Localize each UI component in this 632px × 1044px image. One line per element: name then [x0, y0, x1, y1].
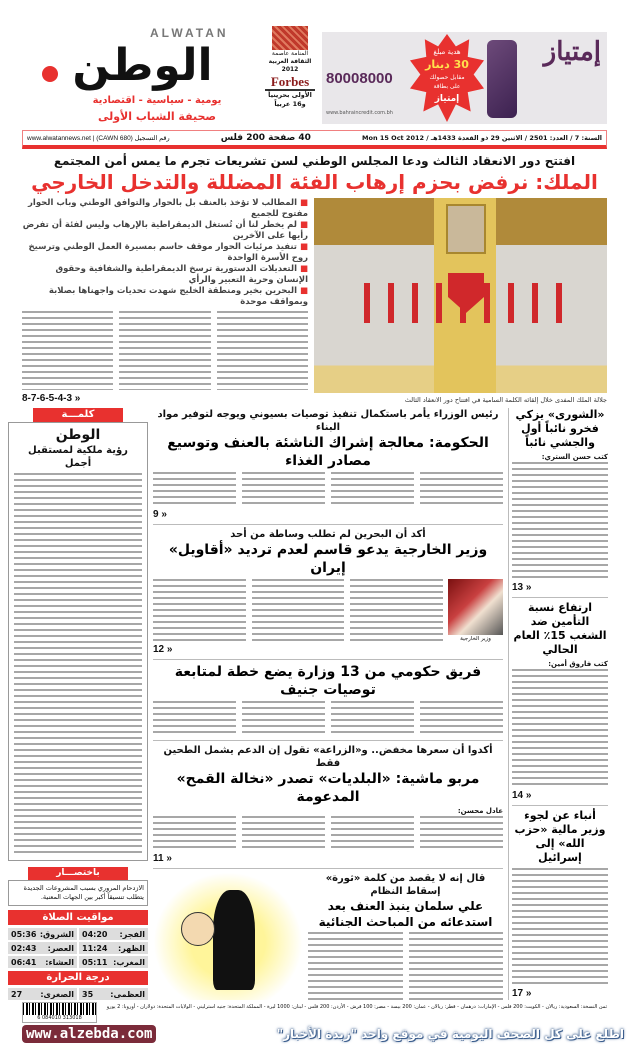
lead-story [22, 153, 607, 405]
website[interactable]: www.alwatannews.net | (CAWN 680) رقم التسجيل [27, 135, 170, 142]
story-body-text [153, 472, 503, 508]
story-body-text [308, 932, 503, 1000]
bullet-item: ■ لم يخطر لنا أن تُستغل الديمقراطية بالإرهاب وليس لفئة أن تفرض رأيها على الآخرين [22, 220, 308, 241]
lead-photo [314, 198, 607, 393]
ad-brand: إمتياز [543, 37, 601, 67]
ad-brand2: إمتياز [434, 94, 460, 104]
right-page-ref[interactable]: 14 » [512, 789, 532, 801]
culture-emblem-icon [272, 26, 308, 50]
ad-gift: هدية مبلغ [433, 48, 461, 56]
issue-date: السنة: 7 / العدد: 2501 / الاثنين 29 ذو القعدة 1433هـ / Mon 15 Oct 2012 [362, 134, 602, 142]
cartoon-figure [213, 890, 255, 990]
story-page-ref[interactable]: 9 » [153, 509, 167, 520]
story-page-ref[interactable]: 12 » [153, 644, 173, 655]
prayer-time: الشروق: 05:36 [8, 928, 77, 940]
price: 40 صفحة 200 فلس [220, 133, 311, 143]
text-column [242, 472, 325, 508]
text-column [331, 701, 414, 737]
brief-label: باختصـــار [28, 867, 128, 880]
badge-rank2: و16 عربياً [274, 100, 306, 108]
prayer-time: العشاء: 06:41 [8, 956, 77, 968]
story-byline: عادل محسن: [457, 807, 503, 815]
story-headline[interactable]: فريق حكومي من 13 وزارة يضع خطة لمتابعة توصيات جنيف [174, 664, 482, 698]
divider [153, 659, 503, 660]
ad-offer2: على بطاقة [433, 83, 461, 90]
portrait-frame [446, 204, 486, 254]
info-bar [22, 130, 607, 149]
lead-kicker: افتتح دور الانعقاد الثالث ودعا المجلس الوطني لسن تشريعات تجرم ما يمس أمن المجتمع [53, 154, 576, 168]
divider [512, 805, 608, 806]
ad-site: www.bahraincredit.com.bh [326, 110, 393, 116]
text-column [331, 816, 414, 852]
right-page-ref[interactable]: 17 » [512, 987, 532, 999]
text-column [420, 816, 503, 852]
lead-headline[interactable]: الملك: نرفض بحزم إرهاب الفئة المضللة والتدخل الخارجي [31, 170, 598, 194]
text-column [409, 932, 504, 1000]
prayer-time: الظهر: 11:24 [79, 942, 148, 954]
logo-red-circle-icon [42, 66, 58, 82]
text-column [252, 579, 345, 643]
text-column [153, 701, 236, 737]
right-headline[interactable]: «الشورى» يزكي فخرو نائباً أول والجشي نائباً [515, 408, 605, 449]
text-column [308, 932, 403, 1000]
flags [364, 283, 564, 323]
story-body-text [153, 816, 503, 852]
bullet-item: ■ البحرين بخير ومنطقة الخليج شهدت تحديات واجهناها بصلابة وبمواقف موحدة [48, 286, 308, 307]
story-headline[interactable]: مربو ماشية: «البلديات» تصدر «نخالة القمح» المدعومة [176, 771, 480, 805]
story-kicker: أكدوا أن سعرها مخفض.. و«الزراعة» تقول إن الدعم يشمل الطحين فقط [163, 745, 493, 769]
masthead-latin: ALWATAN [150, 26, 229, 40]
bullet-item: ■ التعديلات الدستورية ترسخ الديمقراطية والشفافية وحقوق الإنسان وحرية التعبير والرأي [55, 264, 308, 285]
story-kicker: رئيس الوزراء يأمر باستكمال تنفيذ توصيات بسيوني ويوجه لتوفير مواد البناء [157, 409, 499, 433]
text-column [512, 868, 608, 987]
temperature-min: الصغرى: 27 [8, 988, 77, 1000]
newspaper-logo: الوطن [72, 40, 213, 91]
text-column [14, 473, 142, 857]
badge-rank1: الأولى بحرينياً [268, 91, 312, 99]
bullet-item: ■ تنفيذ مرئيات الحوار موقف حاسم بمسيرة العمل الوطني وترسيخ روح الأسرة الواحدة [28, 242, 308, 263]
right-headline[interactable]: أنباء عن لجوء وزير مالية «حزب الله» إلى إسرائيل [514, 808, 606, 864]
lead-photo-column [314, 198, 607, 405]
right-body-text [512, 462, 608, 581]
text-column [242, 701, 325, 737]
ad-offer: مقابل حصولك [429, 74, 465, 81]
divider [512, 597, 608, 598]
divider [153, 740, 503, 741]
text-column [512, 669, 608, 788]
story-headline[interactable]: علي سلمان ينبذ العنف بعد استدعائه من المباحث الجنائية [318, 899, 493, 929]
story-text-block [308, 872, 503, 1000]
brief-text: الازدحام المروري بسبب المشروعات الجديدة يتطلب تنسيقاً أكبر بين الجهات المعنية. [23, 884, 144, 901]
banner-url[interactable]: www.alzebda.com [22, 1025, 156, 1043]
story-kicker: أكد أن البحرين لم تطلب وساطة من أحد [230, 529, 426, 540]
story-headline[interactable]: وزير الخارجية يدعو قاسم لعدم ترديد «أقاويل» إيران [168, 542, 488, 576]
brief-box [8, 880, 148, 906]
minister-photo [448, 579, 503, 635]
editorial-label: كلمـــة [33, 408, 123, 422]
right-body-text [512, 669, 608, 788]
award-badge [260, 26, 320, 128]
right-byline: كتب حسن الستري: [541, 453, 608, 461]
right-byline: كتب فاروق أمين: [548, 660, 608, 669]
story-kicker: قال إنه لا يقصد من كلمة «ثورة» إسقاط النظام [325, 873, 486, 897]
text-column [153, 472, 236, 508]
text-column [217, 311, 308, 390]
ad-banner[interactable] [322, 32, 607, 124]
badge-line1: المنامة عاصمة [271, 50, 309, 57]
story-page-ref[interactable]: 11 » [153, 853, 172, 864]
right-headline[interactable]: ارتفاع نسبة التأمين ضد الشغب 15٪ العام الحالي [513, 601, 607, 657]
story-row [153, 872, 503, 1000]
text-column [153, 816, 236, 852]
text-column [331, 472, 414, 508]
text-column [119, 311, 210, 390]
editorial-logo: الوطن [55, 427, 101, 443]
text-column [22, 311, 113, 390]
temperature-max: العظمى: 35 [79, 988, 148, 1000]
lower-section [8, 408, 608, 1000]
prayer-time: العصر: 02:43 [8, 942, 77, 954]
barcode [22, 1002, 97, 1023]
editorial-title[interactable]: رؤية ملكية لمستقبل أجمل [28, 445, 128, 469]
bottom-banner[interactable] [0, 1024, 632, 1044]
forbes-logo: Forbes [270, 74, 310, 89]
text-column [153, 579, 246, 643]
cartoon [153, 872, 303, 1000]
lead-bullets [22, 198, 308, 308]
barcode-number: 6 084010 313018 [23, 1015, 96, 1022]
photo-caption: جلالة الملك المفدى خلال إلقائه الكلمة السامية في افتتاح دور الانعقاد الثالث [404, 396, 607, 404]
left-column [8, 408, 148, 1000]
prayer-time: المغرب: 05:11 [79, 956, 148, 968]
price-list: ثمن النسخة: السعودية: ريالان - الكويت: 200 فلس - الإمارات: درهمان - قطر: ريالان - عمان: 200 بيسة - مصر: 100 قرش - الأردن: 200 فلس - لبنان: 1000 ليرة - المملكة المتحدة: جنيه استرليني - الولايات المتحدة: دولاران - أوروبا: 2 يورو [106, 1004, 607, 1010]
divider [153, 524, 503, 525]
minister-photo-block [448, 579, 503, 643]
right-body-text [512, 868, 608, 987]
lead-row [22, 198, 607, 405]
lead-body-text [22, 311, 308, 390]
cartoon-face [181, 912, 215, 946]
text-column [350, 579, 443, 643]
banner-text: اطلع على كل الصحف اليومية في موقع واحد "زبدة الأخبار" [276, 1027, 624, 1041]
divider [153, 868, 503, 869]
temperature-grid [8, 988, 148, 1000]
text-column [420, 472, 503, 508]
photo-caption: وزير الخارجية [460, 636, 491, 642]
story-row [153, 579, 503, 643]
right-page-ref[interactable]: 13 » [512, 582, 532, 594]
text-column [242, 816, 325, 852]
masthead [22, 26, 257, 128]
prayer-times-title: مواقيت الصلاة [8, 910, 148, 925]
slogan: صحيفة الشباب الأولى [97, 110, 217, 123]
right-column [508, 408, 608, 1000]
middle-column [153, 408, 503, 1000]
story-headline[interactable]: الحكومة: معالجة إشراك الناشئة بالعنف وتوسيع مصادر الغذاء [167, 435, 489, 469]
tagline: يومية - سياسية - اقتصادية [92, 95, 222, 106]
text-column [512, 462, 608, 581]
temperature-title: درجة الحرارة [8, 971, 148, 985]
lead-page-ref[interactable]: 8-7-6-5-4-3 » [22, 393, 81, 404]
text-column [420, 701, 503, 737]
story-body-text [153, 701, 503, 737]
story-body-text [153, 579, 443, 643]
ad-phone: 80008000 [326, 70, 393, 87]
bullet-item: ■ المطالب لا تؤخذ بالعنف بل بالحوار والتوافق الوطني وباب الحوار مفتوح للجميع [28, 198, 308, 219]
prayer-time: الفجر: 04:20 [79, 928, 148, 940]
lead-text-column [22, 198, 308, 405]
badge-line2: الثقافة العربية 2012 [268, 58, 312, 73]
editorial-body-text [14, 473, 142, 857]
editorial-box [8, 422, 148, 861]
credit-card-icon [487, 40, 517, 118]
ad-amount: 30 دينار [425, 58, 469, 71]
prayer-times-grid [8, 928, 148, 968]
